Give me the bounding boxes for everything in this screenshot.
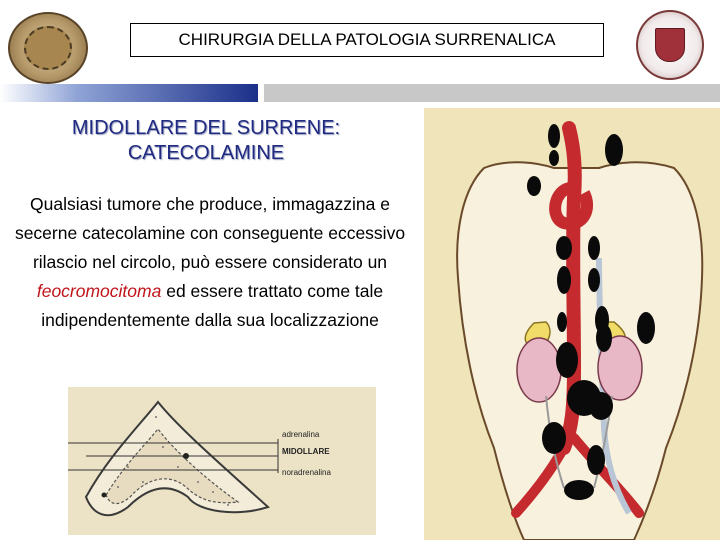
adrenal-section-illustration [68,387,376,535]
body-text-highlight: feocromocitoma [36,281,162,301]
header-accent-bar-blue [0,84,258,102]
label-midollare: MIDOLLARE [282,447,330,456]
university-seal-left [8,12,88,84]
left-kidney [517,338,561,402]
cortex-marker-dot [102,493,107,498]
header-accent-bar-gray [264,84,720,102]
university-seal-right [636,10,704,80]
section-heading-line1: MIDOLLARE DEL SURRENE: [71,117,341,139]
anatomical-torso-illustration [424,108,720,540]
slide-title: CHIRURGIA DELLA PATOLOGIA SURRENALICA [178,30,556,49]
label-noradrenalina: noradrenalina [282,468,331,477]
medulla-marker-dot [183,453,189,459]
body-text-pre: Qualsiasi tumore che produce, immagazzina e secerne catecolamine con conseguente eccessivo rilascio nel circolo, può essere considerato un [14,194,406,272]
body-paragraph [10,190,410,335]
body-text-post: ed essere trattato come tale indipendentemente dalla sua localizzazione [41,281,384,330]
label-adrenalina: adrenalina [282,430,320,439]
section-heading-line2: CATECOLAMINE [127,142,285,164]
slide-title-box [130,23,604,57]
section-heading [20,116,392,166]
